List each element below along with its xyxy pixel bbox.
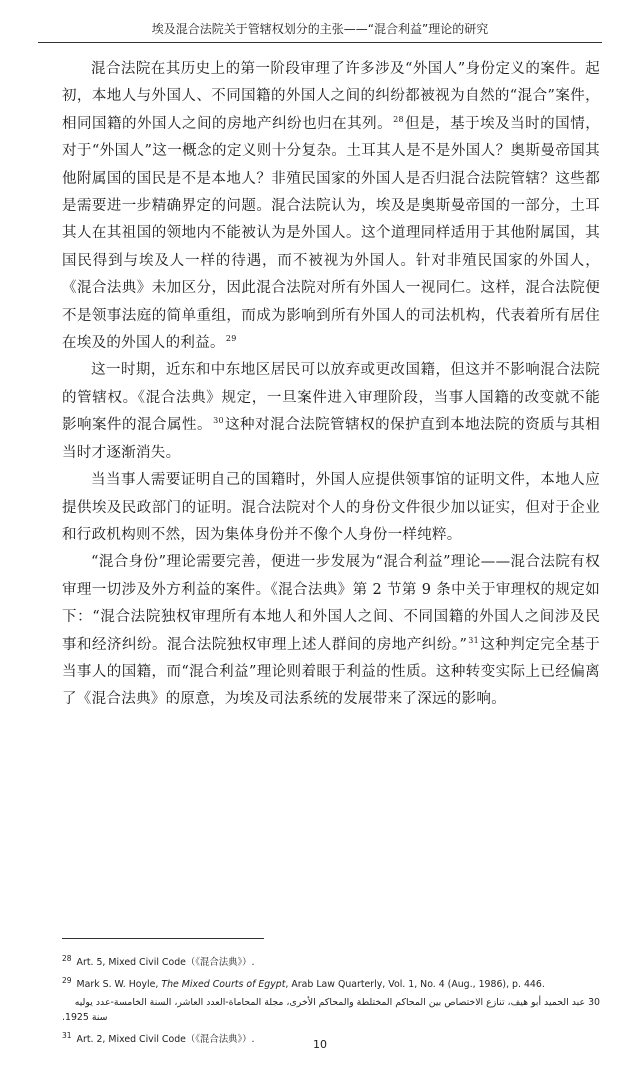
paragraph-4-part-2: 这种判定完全基于当事人的国籍，而“混合利益”理论则着眼于利益的性质。这种转变实际上已经偏离了《混合法典》的原意，为埃及司法系统的发展带来了深远的影响。 xyxy=(62,636,601,708)
footnote-ref-29[interactable]: 29 xyxy=(225,334,237,344)
paragraph-3 xyxy=(62,467,600,549)
footnote-29-text-post: , Arab Law Quarterly, Vol. 1, No. 4 (Aug., 1986), p. 446. xyxy=(285,979,545,991)
footnote-ref-28[interactable]: 28 xyxy=(393,114,404,124)
footnote-31-text: Art. 2, Mixed Civil Code（《混合法典》）. xyxy=(76,1034,255,1046)
footnotes xyxy=(62,951,600,1050)
paragraph-1-part-2: 但是，基于埃及当时的国情，对于“外国人”这一概念的定义则十分复杂。土耳其人是不是外国人？奥斯曼帝国其他附属国的国民是不是本地人？非殖民国家的外国人是否归混合法院管辖？这些都是需要进一步精确界定的问题。混合法院认为，埃及是奥斯曼帝国的一部分，土耳其人在其祖国的领地内不能被认为是外国人。这个道理同样适用于其他附属国，其国民得到与埃及人一样的待遇，而不被视为外国人。针对非殖民国家的外国人，《混合法典》未加区分，因此混合法院对所有外国人一视同仁。这样，混合法院便不是领事法庭的简单重组，而成为影响到所有外国人的司法机构，代表着所有居住在埃及的外国人的利益。 xyxy=(62,115,600,352)
footnote-30-number: 30 xyxy=(588,997,600,1009)
paragraph-2-part-1: 这一时期，近东和中东地区居民可以放弃或更改国籍，但这并不影响混合法院的管辖权。《混合法典》规定，一旦案件进入审理阶段，当事人国籍的改变就不能影响案件的混合属性。 xyxy=(62,362,600,434)
header-rule xyxy=(38,42,602,43)
footnote-30-continuation: .1925 سنة xyxy=(62,1012,108,1024)
page-number: 10 xyxy=(313,1038,327,1051)
footnote-28 xyxy=(62,951,600,970)
paragraph-1-part-1: 混合法院在其历史上的第一阶段审理了许多涉及“外国人”身份定义的案件。起初，本地人与外国人、不同国籍的外国人之间的纠纷都被视为自然的“混合”案件，相同国籍的外国人之间的房地产纠纷也归在其列。 xyxy=(62,61,600,132)
footnote-30 xyxy=(62,995,600,1010)
footnote-29 xyxy=(62,973,600,992)
main-text xyxy=(62,56,600,714)
paragraph-4-part-1: “混合身份”理论需要完善，便进一步发展为“混合利益”理论——混合法院有权审理一切涉及外方利益的案件。《混合法典》第 2 节第 9 条中关于审理权的规定如下：“混合法院独权审理所有本地人和外国人之间、不同国籍的外国人之间涉及民事和经济纠纷。混合法院独权审理上述人群间的房地产纠纷。” xyxy=(62,554,600,653)
footnote-rule xyxy=(62,938,264,939)
footnote-30-text: عبد الحميد أبو هيف، تنازع الاختصاص بين المحاكم المختلطة والمحاكم الأخرى، مجلة المحاماة-العدد العاشر، السنة الخامسة-عدد يوليه xyxy=(74,997,586,1009)
paragraph-1 xyxy=(62,56,600,357)
footnote-28-text: Art. 5, Mixed Civil Code（《混合法典》）. xyxy=(76,957,255,969)
paragraph-2-part-2: 这种对混合法院管辖权的保护直到本地法院的资质与其相当时才逐渐消失。 xyxy=(62,417,600,461)
paragraph-4 xyxy=(62,549,600,713)
footnote-29-number: 29 xyxy=(62,976,72,986)
footnote-28-number: 28 xyxy=(62,954,72,963)
footnote-31-number: 31 xyxy=(62,1031,72,1041)
paragraph-3-text: 当当事人需要证明自己的国籍时，外国人应提供领事馆的证明文件，本地人应提供埃及民政部门的证明。混合法院对个人的身份文件很少加以证实，但对于企业和行政机构则不然，因为集体身份并不像个人身份一样纯粹。 xyxy=(62,472,600,543)
footnote-ref-30[interactable]: 30 xyxy=(213,416,224,426)
running-header: 埃及混合法院关于管辖权划分的主张——“混合利益”理论的研究 xyxy=(151,22,489,36)
paragraph-2 xyxy=(62,357,600,467)
footnote-29-text-pre: Mark S. W. Hoyle, xyxy=(76,979,162,991)
footnote-29-title: The Mixed Courts of Egypt xyxy=(161,979,286,991)
footnote-ref-31[interactable]: 31 xyxy=(468,635,480,645)
